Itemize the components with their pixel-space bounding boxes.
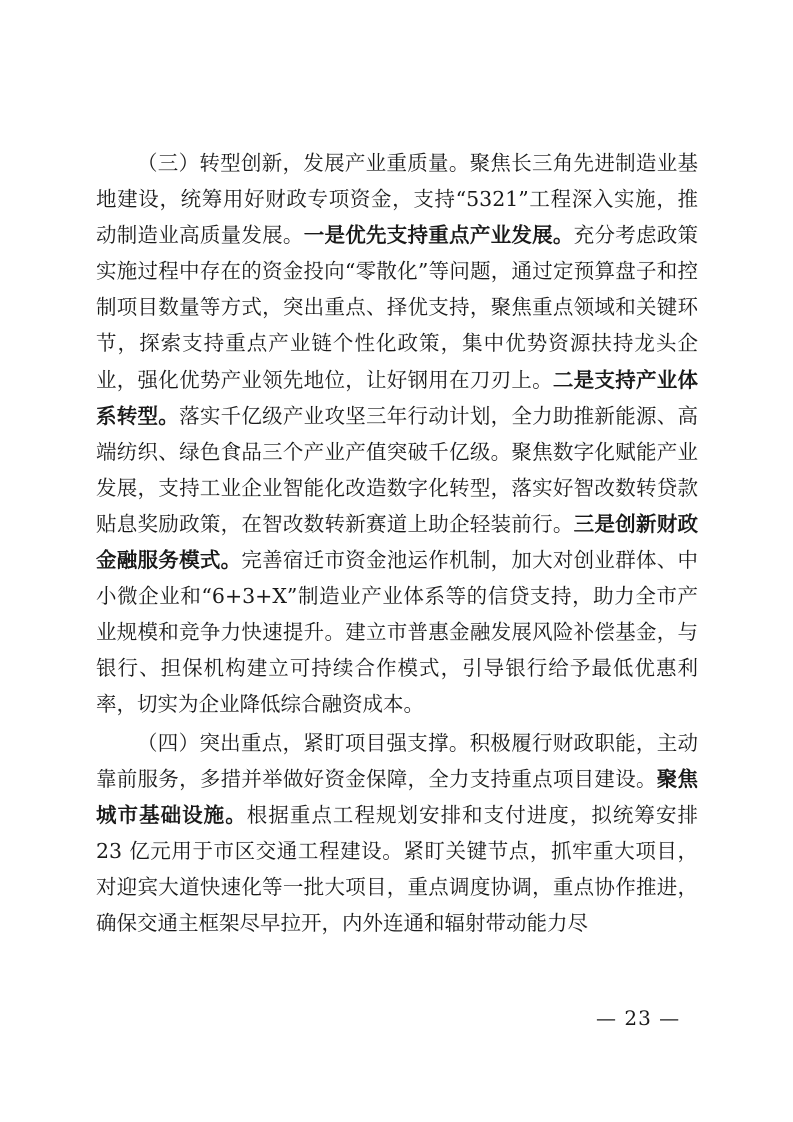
section-3-intro: （三）转型创新，发展产业重质量。聚焦长三角先进制造业基地建设，统筹用好财政专项资金，支持“5321”工程深入实施，推动制造业高质量发展。 [96,151,698,248]
infrastructure-body: 根据重点工程规划安排和支付进度，拟统筹安排 23 亿元用于市区交通工程建设。紧盯关键节点，抓牢重大项目，对迎宾大道快速化等一批大项目，重点调度协调，重点协作推进，确保交通主框架尽早拉开，内外连通和辐射带动能力尽 [96,802,699,935]
point-3-body: 完善宿迁市资金池运作机制，加大对创业群体、中小微企业和“6+3+X”制造业产业体系等的信贷支持，助力全市产业规模和竞争力快速提升。建立市普惠金融发展风险补偿基金，与银行、担保机构建立可持续合作模式，引导银行给予最低优惠利率，切实为企业降低综合融资成本。 [96,548,698,717]
infrastructure-heading: 聚焦城市基础设施。 [96,766,699,827]
point-1-heading: 一是优先支持重点产业发展。 [303,223,574,248]
paragraph-section-4 [96,725,698,942]
point-1-body: 充分考虑政策实施过程中存在的资金投向“零散化”等问题，通过定预算盘子和控制项目数量等方式，突出重点、择优支持，聚焦重点领域和关键环节，探索支持重点产业链个性化政策，集中优势资源扶持龙头企业，强化优势产业领先地位，让好钢用在刀刃上。 [96,223,699,392]
point-3-heading: 三是创新财政金融服务模式。 [96,511,699,573]
point-2-body: 落实千亿级产业攻坚三年行动计划，全力助推新能源、高端纺织、绿色食品三个产业产值突破千亿级。聚焦数字化赋能产业发展，支持工业企业智能化改造数字化转型，落实好智改数转贷款贴息奖励政策，在智改数转新赛道上助企轻装前行。 [96,403,699,536]
point-2-heading: 二是支持产业体系转型。 [96,367,699,428]
section-4-intro: （四）突出重点，紧盯项目强支撑。积极履行财政职能，主动靠前服务，多措并举做好资金保障，全力支持重点项目建设。 [96,730,698,791]
paragraph-section-3 [96,145,698,723]
document-body [96,145,698,943]
page-number: — 23 — [596,1006,681,1030]
